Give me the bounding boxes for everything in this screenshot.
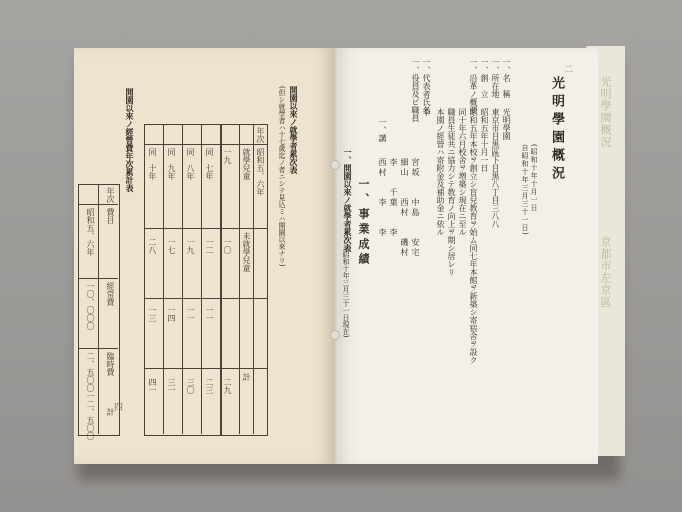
table1-body-rule-3 xyxy=(144,368,220,369)
item-text-9: 細山 西村 磯村 xyxy=(400,158,409,258)
book-spine xyxy=(333,48,339,464)
table1-row-1-b: 一一 xyxy=(205,306,214,322)
right-page xyxy=(336,48,598,464)
table2-row-0-year: 昭和五、六年 xyxy=(86,208,95,256)
section-heading: 一、事業成績 xyxy=(357,178,370,268)
table1-row-2-year: 同 八年 xyxy=(186,148,195,180)
table1-body-rule-2 xyxy=(144,298,220,299)
table1-col-rule-5 xyxy=(201,124,202,434)
table1-row-3-a: 一七 xyxy=(167,238,176,254)
table1-row-1-c: 二三 xyxy=(205,378,214,394)
table1-title: 開園以來ノ就學者累次表 xyxy=(289,86,299,174)
table1-col-rule-1 xyxy=(239,124,240,434)
table1-row-4-year: 同 十年 xyxy=(148,148,157,180)
table1-body-header-rule xyxy=(144,144,220,145)
item-text-2: 昭和五年十月一日 xyxy=(480,108,489,172)
back-sheet-text-a: 光明學園概況 xyxy=(599,76,612,148)
table1-col-rule-3 xyxy=(163,124,164,434)
table1-header-a: 就學兒童 xyxy=(242,148,251,180)
staple-top xyxy=(330,160,340,170)
table1-header-year: 年次 xyxy=(256,127,265,143)
item-text-10: 李 千葉 李 xyxy=(389,158,398,238)
table2-header-b: 臨時費 xyxy=(106,352,115,376)
item-text-1: 東京市目黒區下目黒八丁目三八八 xyxy=(491,108,500,228)
left-page-number: 四 xyxy=(114,403,124,413)
table1-row-3-c: 三一 xyxy=(167,378,176,394)
table1-row-0-b: 一〇 xyxy=(223,238,232,254)
table1-note: (但シ就學者ハ十七歲迄ノ者ニシテ見込ミハ開園以來ナリ) xyxy=(278,86,286,267)
item-label-8: 一、役員及ビ職員 xyxy=(411,58,420,122)
table2-header-item: 費目 xyxy=(106,208,115,224)
table1-row-0-year: 昭和五、六年 xyxy=(256,148,265,196)
item-label-0: 一、名 稱 xyxy=(502,58,511,98)
item-label-2: 一、創 立 xyxy=(480,58,489,98)
table1-header-rule xyxy=(220,144,267,145)
item-text-11: 西村 李 李 xyxy=(378,158,387,238)
table1-row-4-a: 二八 xyxy=(148,238,157,254)
item-text-7: 李 xyxy=(422,108,431,156)
report-period: 自昭和十年三月三十一日) xyxy=(521,144,529,236)
table1-rule-2 xyxy=(220,298,267,299)
table2-col-rule xyxy=(98,184,99,434)
item-text-0: 光明學園 xyxy=(502,108,511,140)
table1-row-2-b: 一一 xyxy=(186,306,195,322)
item-text-8: 宮坂 中島 安宅 xyxy=(411,158,420,258)
item-text-6: 本園ノ經營ハ寄附金及補助金ニ依ル xyxy=(436,108,445,236)
bottom-heading: 一、開園以來ノ就學者累次表 xyxy=(343,148,353,252)
item-label-3: 一、沿革ノ概要 xyxy=(469,58,478,114)
item-label-1: 一、所在地 xyxy=(491,58,500,98)
table2-header-year: 年次 xyxy=(106,187,115,203)
table1-header-c: 計 xyxy=(242,373,251,381)
table1-row-4-b: 一三 xyxy=(148,306,157,322)
table1-row-4-c: 四一 xyxy=(148,378,157,394)
back-sheet-text-b: 京都市左京區 xyxy=(599,236,612,308)
section-note: (昭和十年三月三十一日現在) xyxy=(342,248,350,338)
table1-row-0-c: 二九 xyxy=(223,378,232,394)
table2-row-0-b: 二、五〇〇 xyxy=(86,352,95,392)
item-text-4: 同十年六月校舍ヲ増築シ現在ニ至ル xyxy=(458,108,467,236)
table1-row-3-b: 一四 xyxy=(167,306,176,322)
staple-bottom xyxy=(330,330,340,340)
table2-row-0-a: 一〇、〇〇〇 xyxy=(86,282,95,330)
table1-row-2-a: 一九 xyxy=(186,238,195,254)
table1-row-1-a: 一二 xyxy=(205,238,214,254)
table1-row-3-year: 同 九年 xyxy=(167,148,176,180)
item-text-5: 職員生徒共ニ協力シテ教育ノ向上ヲ期シ居レリ xyxy=(447,108,456,276)
table1-col-rule-4 xyxy=(182,124,183,434)
table1-rule-1 xyxy=(220,228,267,229)
item-small-note: 一、講 xyxy=(378,118,387,142)
left-page xyxy=(74,48,336,464)
table1-row-2-c: 三〇 xyxy=(186,378,195,394)
table2-title: 開園以來ノ經營費年次累計表 xyxy=(125,88,135,192)
table2-header-a: 經常費 xyxy=(106,282,115,306)
table1-row-1-year: 同 七年 xyxy=(205,148,214,180)
table1-body-rule-1 xyxy=(144,228,220,229)
table2-header-c: 計 xyxy=(106,408,115,416)
table1-row-0-a: 一九 xyxy=(223,148,232,164)
table1-header-b: 未就學兒童 xyxy=(242,232,251,272)
right-page-number: 二 xyxy=(564,65,574,75)
table1-col-rule-2 xyxy=(253,124,254,434)
report-date: (昭和十年十月一日 xyxy=(530,144,538,212)
document-title: 光明學園概況 xyxy=(549,76,564,184)
item-text-3: 昭和五年本校ヲ創立シ盲兒教育ヲ始ム同七年本館ヲ新築シ寄宿舍ヲ設ク xyxy=(469,108,478,364)
table1-rule-3 xyxy=(220,368,267,369)
table2-row-0-c: 一二、五〇〇 xyxy=(86,392,95,440)
item-label-7: 一、代表者氏名 xyxy=(422,58,431,114)
